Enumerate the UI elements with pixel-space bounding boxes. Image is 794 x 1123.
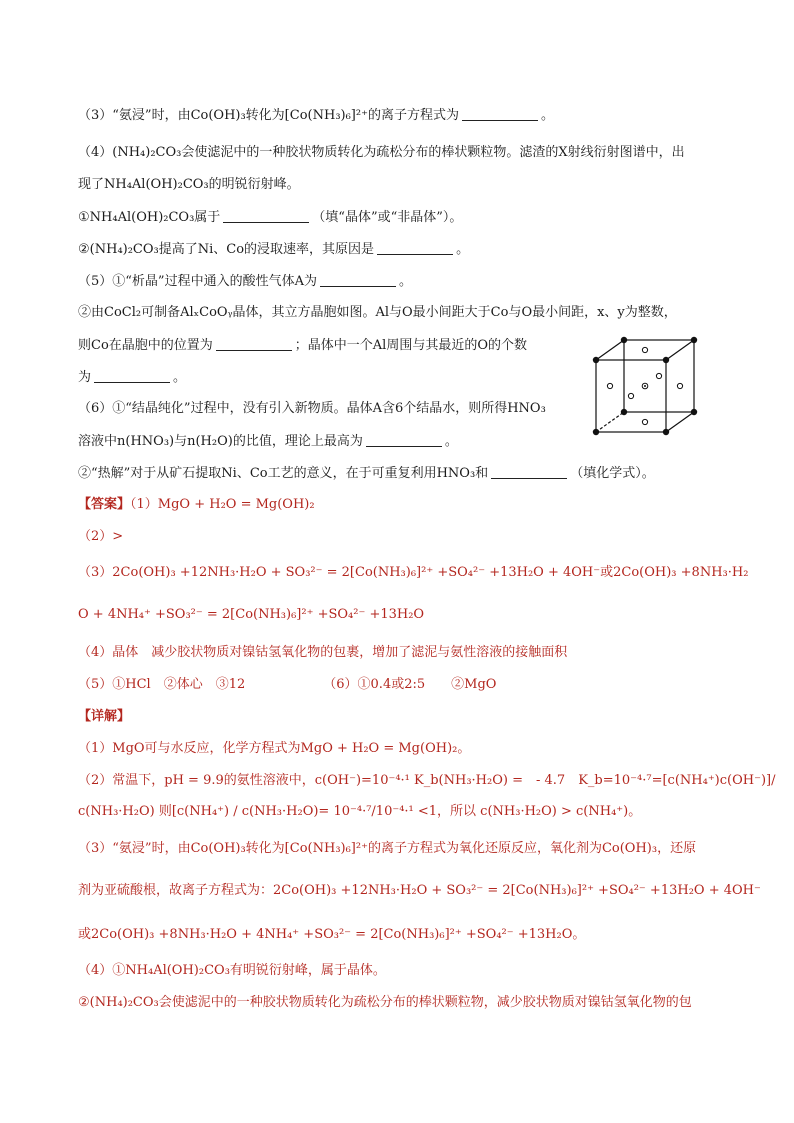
detail-label: 【详解】 bbox=[78, 709, 131, 724]
q5-sub1: （5）①“析晶”过程中通入的酸性气体A为 。 bbox=[78, 274, 412, 289]
answer-blank bbox=[223, 208, 309, 223]
answer-blank bbox=[462, 106, 538, 121]
q5-sub2: ②由CoCl₂可制备AlₓCoOᵧ晶体，其立方晶胞如图。Al与O最小间距大于Co与O最小间距，x、y为整数， bbox=[78, 305, 677, 320]
detail-3b: 剂为亚硫酸根，故离子方程式为：2Co(OH)₃ +12NH₃·H₂O + SO₃²⁻ = 2[Co(NH₃)₆]²⁺ +SO₄²⁻ +13H₂O + 4OH⁻ bbox=[78, 883, 761, 898]
q6-sub2: 溶液中n(HNO₃)与n(H₂O)的比值，理论上最高为 。 bbox=[78, 434, 458, 449]
detail-2b: c(NH₃·H₂O) 则[c(NH₄⁺) / c(NH₃·H₂O)= 10⁻⁴·⁷/10⁻⁴·¹ <1，所以 c(NH₃·H₂O) > c(NH₄⁺)。 bbox=[78, 804, 642, 819]
answer-3a: （3）2Co(OH)₃ +12NH₃·H₂O + SO₃²⁻ = 2[Co(NH₃)₆]²⁺ +SO₄²⁻ +13H₂O + 4OH⁻或2Co(OH)₃ +8NH₃·H₂ bbox=[78, 565, 749, 580]
q5-sub4: 为 。 bbox=[78, 370, 187, 385]
answer-4: （4）晶体 减少胶状物质对镍钴氢氧化物的包裹，增加了滤泥与氨性溶液的接触面积 bbox=[78, 645, 568, 660]
detail-3a: （3）“氨浸”时，由Co(OH)₃转化为[Co(NH₃)₆]²⁺的离子方程式为氧化还原反应，氧化剂为Co(OH)₃，还原 bbox=[78, 841, 697, 856]
q4-sub2: ②(NH₄)₂CO₃提高了Ni、Co的浸取速率，其原因是 。 bbox=[78, 242, 470, 257]
answer-blank bbox=[320, 272, 396, 287]
answer-blank bbox=[491, 464, 567, 479]
detail-4a: （4）①NH₄Al(OH)₂CO₃有明锐衍射峰，属于晶体。 bbox=[78, 963, 386, 978]
answer-5-6: （5）①HCl ②体心 ③12 （6）①0.4或2:5 ②MgO bbox=[78, 677, 497, 692]
answer-blank bbox=[377, 240, 453, 255]
q3-line: （3）“氨浸”时，由Co(OH)₃转化为[Co(NH₃)₆]²⁺的离子方程式为 。 bbox=[78, 108, 554, 123]
q6-sub3: ②“热解”对于从矿石提取Ni、Co工艺的意义，在于可重复利用HNO₃和 （填化学式）。 bbox=[78, 466, 655, 481]
answer-2: （2）> bbox=[78, 529, 124, 544]
answer-blank bbox=[216, 336, 292, 351]
detail-4b: ②(NH₄)₂CO₃会使滤泥中的一种胶状物质转化为疏松分布的棒状颗粒物，减少胶状物质对镍钴氢氧化物的包 bbox=[78, 995, 692, 1010]
detail-3c: 或2Co(OH)₃ +8NH₃·H₂O + 4NH₄⁺ +SO₃²⁻ = 2[Co(NH₃)₆]²⁺ +SO₄²⁻ +13H₂O。 bbox=[78, 927, 586, 942]
q5-sub3: 则Co在晶胞中的位置为 ；晶体中一个Al周围与其最近的O的个数 bbox=[78, 338, 527, 353]
detail-1: （1）MgO可与水反应，化学方程式为MgO + H₂O = Mg(OH)₂。 bbox=[78, 741, 471, 756]
q4-line2: 现了NH₄Al(OH)₂CO₃的明锐衍射峰。 bbox=[78, 177, 300, 192]
q4-line1: （4）(NH₄)₂CO₃会使滤泥中的一种胶状物质转化为疏松分布的棒状颗粒物。滤渣的X射线衍射图谱中，出 bbox=[78, 145, 685, 160]
q4-sub1: ①NH₄Al(OH)₂CO₃属于 （填“晶体”或“非晶体”）。 bbox=[78, 210, 463, 225]
answer-label: 【答案】 bbox=[78, 497, 131, 512]
answer-blank bbox=[94, 368, 170, 383]
q6-sub1: （6）①“结晶纯化”过程中，没有引入新物质。晶体A含6个结晶水，则所得HNO₃ bbox=[78, 401, 546, 416]
answer-1: 【答案】（1）MgO + H₂O = Mg(OH)₂ bbox=[78, 497, 315, 512]
detail-2a: （2）常温下，pH = 9.9的氨性溶液中，c(OH⁻)=10⁻⁴·¹ K_b(NH₃·H₂O) = - 4.7 K_b=10⁻⁴·⁷=[c(NH₄⁺)c(OH⁻)]/ bbox=[78, 773, 776, 788]
cubic-unit-cell-figure bbox=[590, 336, 700, 440]
answer-blank bbox=[366, 432, 442, 447]
answer-3b: O + 4NH₄⁺ +SO₃²⁻ = 2[Co(NH₃)₆]²⁺ +SO₄²⁻ +13H₂O bbox=[78, 607, 425, 622]
